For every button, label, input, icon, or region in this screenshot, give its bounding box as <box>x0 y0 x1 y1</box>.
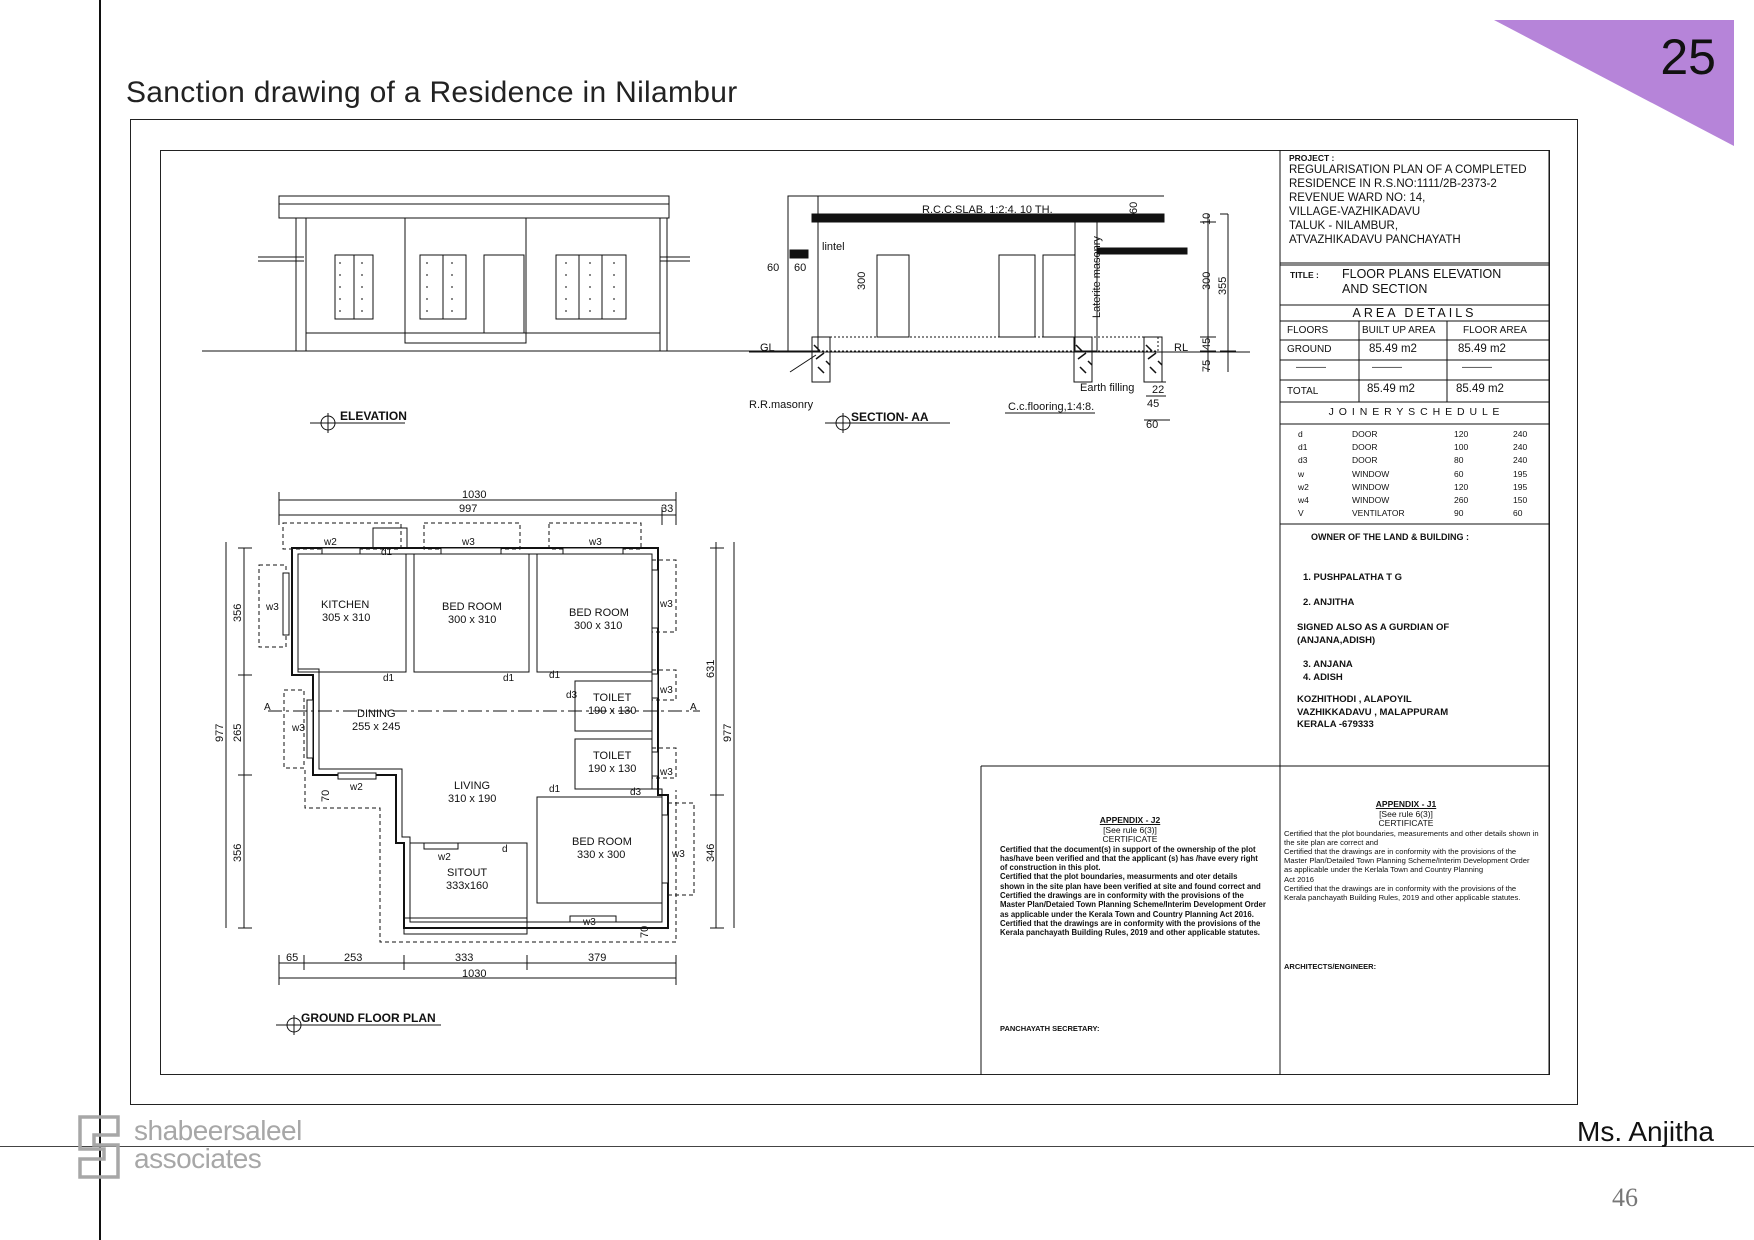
joinery-type: DOOR <box>1352 429 1378 439</box>
owner-line: 1. PUSHPALATHA T G <box>1303 572 1403 583</box>
owner-line: SIGNED ALSO AS A GURDIAN OF <box>1297 622 1450 633</box>
elevation-label: ELEVATION <box>340 409 407 423</box>
appendix-j2-line: Certified the drawings are in conformity with the provisions of the <box>1000 890 1244 900</box>
appendix-j1-line: Master Plan/Detailed Town Planning Scheme/Interim Development Order <box>1284 856 1530 866</box>
title-line: FLOOR PLANS ELEVATION <box>1342 267 1502 281</box>
area-header-floors: FLOORS <box>1287 325 1329 336</box>
dim-left-b: 265 <box>232 723 244 742</box>
appendix-j1-line: as applicable under the Kerlala Town and Country Planning <box>1284 865 1484 875</box>
tag-d1-d: d1 <box>549 670 561 681</box>
tag-d1-c: d1 <box>503 673 515 684</box>
area-cell: 85.49 m2 <box>1367 383 1415 395</box>
appendix-j1-line: Certified that the drawings are in conformity with the provisions of the <box>1284 883 1517 893</box>
joinery-type: VENTILATOR <box>1352 508 1405 519</box>
dim-60-top: 60 <box>1128 201 1140 214</box>
dim-bottom-c: 333 <box>455 952 474 964</box>
dim-right-a: 631 <box>705 659 717 678</box>
appendix-j2-line: Kerala panchayath Building Rules, 2019 and other applicable statutes. <box>1000 928 1260 938</box>
dim-bottom-a: 65 <box>286 952 299 964</box>
tag-w3-g: w3 <box>660 767 673 778</box>
owner-line: 3. ANJANA <box>1303 659 1353 670</box>
joinery-width: 90 <box>1454 508 1464 519</box>
tag-w3-c: w3 <box>266 602 279 613</box>
area-cell: ——— <box>1462 362 1492 373</box>
area-cell: TOTAL <box>1287 386 1319 397</box>
joinery-type: WINDOW <box>1352 494 1390 505</box>
room-toilet2-name: TOILET <box>593 750 632 762</box>
area-cell: ——— <box>1296 362 1326 373</box>
appendix-j1-line: Certified that the drawings are in conformity with the provisions of the <box>1284 846 1517 856</box>
rl-mark: RL <box>1174 342 1189 354</box>
section-mark-a-right: A <box>690 702 697 713</box>
room-bed1-name: BED ROOM <box>442 601 502 613</box>
dim-10: 10 <box>1201 212 1213 225</box>
appendix-j2-line: Certified that the drawings are in conformity with the provisions of the <box>1000 918 1261 928</box>
appendix-j2-line: Master Plan/Detaied Town Planning Scheme/Interim Development Order <box>1000 900 1266 910</box>
joinery-code: w4 <box>1298 494 1309 505</box>
slab-note: R.C.C.SLAB. 1:2:4. 10 TH. <box>922 204 1053 216</box>
joinery-code: w <box>1298 468 1305 479</box>
lintel-note: lintel <box>822 241 845 253</box>
room-bed2-name: BED ROOM <box>569 607 629 619</box>
joinery-code: d <box>1298 429 1303 439</box>
dim-22: 22 <box>1152 384 1165 396</box>
rr-masonry-note: R.R.masonry <box>749 399 814 411</box>
dim-left-c: 356 <box>232 843 244 862</box>
project-line: REGULARISATION PLAN OF A COMPLETED <box>1289 164 1527 176</box>
dim-left-overall: 977 <box>214 723 226 742</box>
appendix-j1-rule: [See rule 6(3)] <box>1379 808 1433 819</box>
joinery-code: w2 <box>1298 481 1309 492</box>
tag-w3-i: w3 <box>583 917 596 928</box>
tag-w2-c: w2 <box>438 852 451 863</box>
area-header-builtup: BUILT UP AREA <box>1362 325 1436 336</box>
room-bed1-size: 300 x 310 <box>448 614 497 626</box>
joinery-height: 240 <box>1513 429 1528 439</box>
dim-60a: 60 <box>767 262 780 274</box>
project-label: PROJECT : <box>1289 153 1335 163</box>
tag-w3-h: w3 <box>672 849 685 860</box>
dim-60b: 60 <box>794 262 807 274</box>
joinery-height: 195 <box>1513 468 1528 479</box>
dim-top-inner: 997 <box>459 503 478 515</box>
project-line: REVENUE WARD NO: 14, <box>1289 192 1426 204</box>
room-toilet1-name: TOILET <box>593 692 632 704</box>
tag-d1-b: d1 <box>383 673 395 684</box>
appendix-j1 <box>1284 800 1550 902</box>
room-dining-name: DINING <box>357 708 396 720</box>
room-toilet1-size: 190 x 130 <box>588 705 637 717</box>
appendix-j1-heading: APPENDIX - J1 <box>1375 799 1437 809</box>
joinery-height: 60 <box>1513 508 1523 519</box>
owner-line: (ANJANA,ADISH) <box>1297 634 1376 646</box>
page-title: Sanction drawing of a Residence in Nilambur <box>126 76 738 109</box>
tag-w3-f: w3 <box>660 685 673 696</box>
elevation-view <box>202 196 800 433</box>
section-label: SECTION- AA <box>851 410 929 424</box>
dim-300: 300 <box>856 271 868 290</box>
project-line: VILLAGE-VAZHIKADAVU <box>1289 206 1421 218</box>
joinery-heading: J O I N E R Y S C H E D U L E <box>1328 406 1501 418</box>
cc-flooring-note: C.c.flooring,1:4:8. <box>1008 401 1095 413</box>
joinery-width: 260 <box>1454 494 1469 505</box>
appendix-j2-cert: CERTIFICATE <box>1102 834 1158 844</box>
project-line: RESIDENCE IN R.S.NO:1111/2B-2373-2 <box>1289 178 1497 190</box>
tag-d3-b: d3 <box>630 787 642 798</box>
project-block <box>1289 153 1527 247</box>
appendix-j2-line: Certified that the plot boundaries, measurments and oter details <box>1000 872 1238 882</box>
brand-wordmark <box>134 1117 302 1173</box>
owner-line: 4. ADISH <box>1303 671 1343 683</box>
appendix-j2 <box>1000 816 1270 937</box>
room-kitchen-size: 305 x 310 <box>322 612 371 624</box>
dim-bottom-overall: 1030 <box>462 968 487 980</box>
joinery-code: V <box>1298 508 1304 519</box>
tag-w2-a: w2 <box>324 537 337 548</box>
appendix-j1-cert: CERTIFICATE <box>1378 818 1434 828</box>
appendix-j2-line: of construction in this plot. <box>1000 863 1101 873</box>
area-cell: 85.49 m2 <box>1458 343 1506 355</box>
joinery-width: 120 <box>1454 429 1469 439</box>
tag-w3-e: w3 <box>292 723 305 734</box>
dim-right-small: 70 <box>639 925 651 938</box>
room-living-size: 310 x 190 <box>448 793 497 805</box>
owner-heading: OWNER OF THE LAND & BUILDING : <box>1311 532 1469 542</box>
room-sitout-size: 333x160 <box>446 880 489 892</box>
owner-line: KOZHITHODI , ALAPOYIL <box>1297 694 1412 705</box>
title-line: AND SECTION <box>1342 282 1428 296</box>
room-living-name: LIVING <box>454 780 491 792</box>
joinery-width: 80 <box>1454 455 1464 466</box>
dim-left-small: 70 <box>320 789 332 802</box>
owner-list <box>1297 572 1450 732</box>
floor-plan <box>226 492 734 1035</box>
dim-right-overall: 977 <box>722 723 734 742</box>
joinery-width: 100 <box>1454 442 1469 453</box>
dim-left-a: 356 <box>232 603 244 622</box>
room-kitchen-name: KITCHEN <box>321 599 370 611</box>
appendix-j1-line: Act 2016 <box>1284 874 1314 884</box>
room-sitout-name: SITOUT <box>447 867 488 879</box>
architect-engineer-label: ARCHITECTS/ENGINEER: <box>1284 962 1377 971</box>
plan-label: GROUND FLOOR PLAN <box>301 1011 436 1025</box>
dim-300-right: 300 <box>1201 271 1213 290</box>
area-cell: 85.49 m2 <box>1369 343 1417 355</box>
joinery-code: d3 <box>1298 455 1308 466</box>
tag-d: d <box>502 844 508 855</box>
dim-355: 355 <box>1217 276 1229 295</box>
brand-line-1: shabeersaleel <box>134 1115 302 1146</box>
appendix-j2-line: shown in the site plan have been verified at site and found correct and <box>1000 881 1261 891</box>
dim-bottom-d: 379 <box>588 952 607 964</box>
dim-60-bottom: 60 <box>1146 419 1159 431</box>
brand-mark-icon <box>76 1115 122 1179</box>
room-bed3-size: 330 x 300 <box>577 849 626 861</box>
section-mark-a-left: A <box>264 702 271 713</box>
appendix-j2-line: Certified that the document(s) in support of the ownership of the plot <box>1000 844 1256 854</box>
laterite-note: Laterite masonry <box>1091 236 1103 318</box>
earth-filling-note: Earth filling <box>1080 382 1135 394</box>
appendix-j2-line: as applicable under the Kerala Town and Country Planning Act 2016. <box>1000 909 1254 919</box>
area-cell: 85.49 m2 <box>1456 383 1504 395</box>
author-name: Ms. Anjitha <box>1577 1116 1714 1147</box>
room-dining-size: 255 x 245 <box>352 721 401 733</box>
section-annotations <box>749 202 1229 431</box>
owner-line: 2. ANJITHA <box>1303 596 1355 608</box>
joinery-type: DOOR <box>1352 455 1378 466</box>
gl-mark: GL <box>760 342 775 354</box>
joinery-width: 60 <box>1454 468 1464 479</box>
joinery-type: WINDOW <box>1352 468 1390 479</box>
tag-w2-b: w2 <box>350 782 363 793</box>
tag-w3-d: w3 <box>660 599 673 610</box>
title-block-title <box>1290 267 1501 297</box>
owner-line: VAZHIKKADAVU , MALAPPURAM <box>1297 706 1449 718</box>
section-view <box>749 196 1250 433</box>
dim-45b: 45 <box>1147 398 1160 410</box>
joinery-type: WINDOW <box>1352 481 1390 492</box>
room-bed2-size: 300 x 310 <box>574 620 623 632</box>
appendix-j1-line: the site plan are correct and <box>1284 837 1379 847</box>
area-heading: AREA DETAILS <box>1352 306 1477 320</box>
panchayath-secretary-label: PANCHAYATH SECRETARY: <box>1000 1024 1100 1033</box>
room-toilet2-size: 190 x 130 <box>588 763 637 775</box>
tag-w3-a: w3 <box>462 537 475 548</box>
joinery-type: DOOR <box>1352 442 1378 453</box>
tag-d3-a: d3 <box>566 690 578 701</box>
area-header-floorarea: FLOOR AREA <box>1463 325 1527 336</box>
tag-d1-a: d1 <box>381 547 393 558</box>
project-line: ATVAZHIKADAVU PANCHAYATH <box>1289 234 1461 246</box>
joinery-height: 240 <box>1513 455 1528 466</box>
page-number: 46 <box>1612 1183 1638 1212</box>
appendix-j1-line: Kerala panchayath Building Rules, 2019 and other applicable statutes. <box>1284 892 1521 902</box>
joinery-width: 120 <box>1454 481 1469 492</box>
dim-top-right: 33 <box>661 503 674 515</box>
dim-75: 75 <box>1201 359 1213 372</box>
dim-top-overall: 1030 <box>462 489 487 501</box>
area-cell: ——— <box>1372 362 1402 373</box>
appendix-j1-line: Certified that the plot boundaries, measurements and other details shown in <box>1284 828 1539 838</box>
dim-right-b: 346 <box>705 843 717 862</box>
dim-bottom-b: 253 <box>344 952 363 964</box>
owner-line: KERALA -679333 <box>1297 719 1374 730</box>
section-badge-number: 25 <box>1660 29 1716 85</box>
brand-line-2: associates <box>134 1143 262 1174</box>
joinery-height: 240 <box>1513 442 1528 453</box>
room-bed3-name: BED ROOM <box>572 836 632 848</box>
joinery-height: 150 <box>1513 494 1528 505</box>
tag-w3-b: w3 <box>589 537 602 548</box>
joinery-height: 195 <box>1513 481 1528 492</box>
tag-d1-e: d1 <box>549 784 561 795</box>
project-line: TALUK - NILAMBUR, <box>1289 220 1399 232</box>
joinery-code: d1 <box>1298 442 1308 453</box>
appendix-j2-line: has/have been verified and that the applicant (s) has /have every right <box>1000 853 1258 863</box>
appendix-j2-rule: [See rule 6(3)] <box>1103 824 1157 835</box>
area-cell: GROUND <box>1287 344 1332 355</box>
appendix-j2-heading: APPENDIX - J2 <box>1099 815 1161 825</box>
dim-45: 45 <box>1201 337 1213 350</box>
title-label: TITLE : <box>1290 270 1319 280</box>
